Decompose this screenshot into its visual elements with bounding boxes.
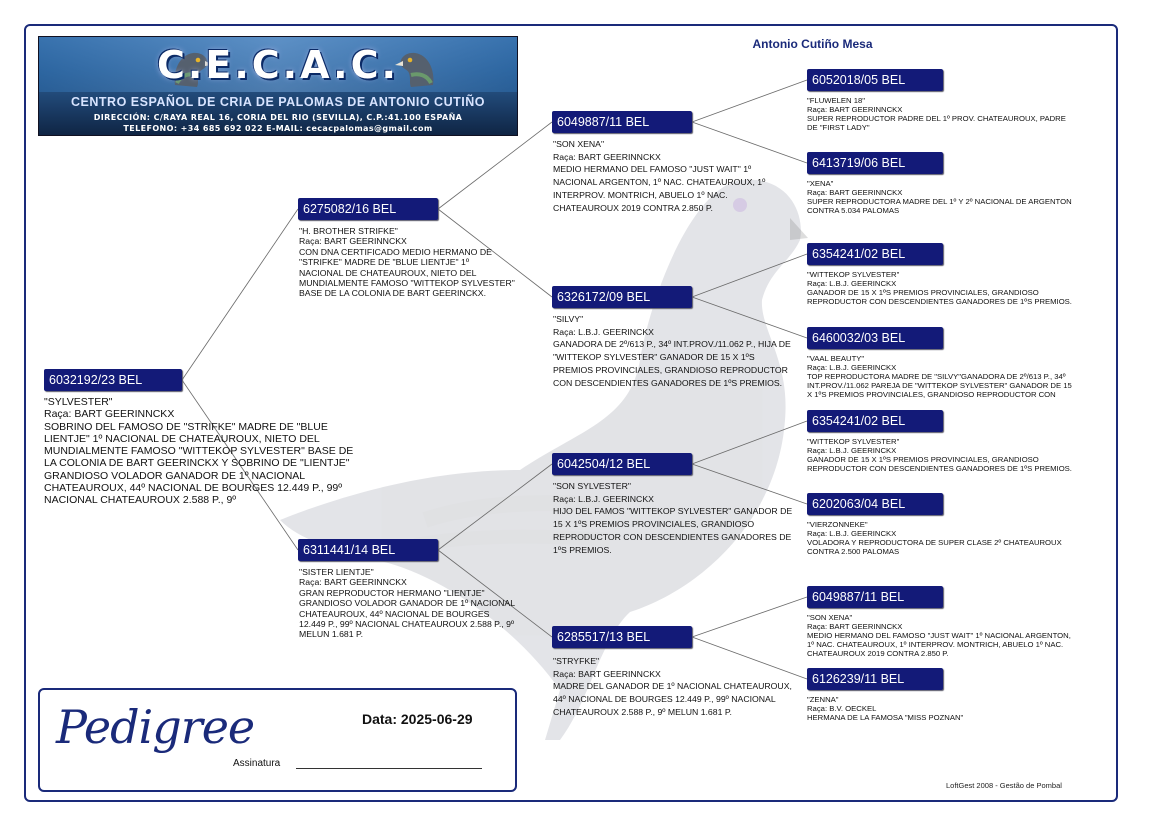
ancestor-fff-description: "FLUWELEN 18" Raça: BART GEERINNCKX SUPER REPRODUCTOR PADRE DEL 1º PROV. CHATEAUROUX, PADRE DE "FIRST LADY"	[807, 96, 1066, 132]
ancestor-mmm-description: "ZENNA" Raça: B.V. OECKEL HERMANA DE LA FAMOSA "MISS POZNAN"	[807, 695, 964, 722]
subject-ring[interactable]: 6032192/23 BEL	[44, 369, 182, 391]
logo-phone: TELEFONO: +34 685 692 022 E-MAIL: cecacpalomas@gmail.com	[123, 124, 433, 133]
ancestor-mmf-description: "SON XENA" Raça: BART GEERINNCKX MEDIO HERMANO DEL FAMOSO "JUST WAIT" 1º NACIONAL ARGENTON, 1º NAC. CHATEAUROUX, 1º INTERPROV. MONTRICH, ABUELO 1º NAC. CHATEAUROUX 2019 CONTRA 2.850 P.	[807, 613, 1071, 658]
owner-name: Antonio Cutiño Mesa	[752, 37, 873, 51]
ancestor-fmf-description: "WITTEKOP SYLVESTER" Raça: L.B.J. GEERINCKX GANADOR DE 15 X 1ºS PREMIOS PROVINCIALES, GRANDIOSO REPRODUCTOR CON DESCENDIENTES GANADORES DE 1ºS PREMIOS.	[807, 270, 1072, 306]
logo-subtitle: CENTRO ESPAÑOL DE CRIA DE PALOMAS DE ANTONIO CUTIÑO	[71, 95, 485, 109]
maternal-grandfather-description: "SON SYLVESTER" Raça: L.B.J. GEERINCKX HIJO DEL FAMOS "WITTEKOP SYLVESTER" GANADOR DE 15 X 1ºS PREMIOS PROVINCIALES, GRANDIOSO REPRODUCTOR CON DESCENDIENTES GANADORES DE 1ºS PREMIOS.	[553, 481, 793, 555]
ancestor-mfm-description: "VIERZONNEKE" Raça: L.B.J. GEERINCKX VOLADORA Y REPRODUCTORA DE SUPER CLASE 2º CHATEAUROUX CONTRA 2.500 PALOMAS	[807, 520, 1062, 556]
paternal-grandfather-ring[interactable]: 6049887/11 BEL	[552, 111, 692, 133]
maternal-grandmother-ring[interactable]: 6285517/13 BEL	[552, 626, 692, 648]
signature-label: Assinatura	[233, 758, 281, 769]
pedigree-date: Data: 2025-06-29	[362, 711, 473, 727]
pedigree-script-label: Pedigree	[56, 700, 255, 754]
maternal-grandfather-ring[interactable]: 6042504/12 BEL	[552, 453, 692, 475]
signature-line[interactable]	[296, 768, 482, 769]
software-credit: LoftGest 2008 - Gestão de Pombal	[946, 781, 1062, 790]
ancestor-fff-ring[interactable]: 6052018/05 BEL	[807, 69, 943, 91]
logo-address: DIRECCIÓN: C/RAYA REAL 16, CORIA DEL RIO (SEVILLA), C.P.:41.100 ESPAÑA	[93, 113, 463, 122]
paternal-grandmother-ring[interactable]: 6326172/09 BEL	[552, 286, 692, 308]
maternal-grandmother-description: "STRYFKE" Raça: BART GEERINNCKX MADRE DEL GANADOR DE 1º NACIONAL CHATEAUROUX, 44º NACIONAL DE BOURGES 12.449 P., 99º NACIONAL CHATEAUROUX 2.588 P., 9º MELUN 1.681 P.	[553, 656, 792, 717]
ancestor-mfm-ring[interactable]: 6202063/04 BEL	[807, 493, 943, 515]
logo-title: C.E.C.A.C.	[157, 43, 399, 87]
ancestor-mmm-ring[interactable]: 6126239/11 BEL	[807, 668, 943, 690]
ancestor-ffm-ring[interactable]: 6413719/06 BEL	[807, 152, 943, 174]
ancestor-mff-description: "WITTEKOP SYLVESTER" Raça: L.B.J. GEERINCKX GANADOR DE 15 X 1ºS PREMIOS PROVINCIALES, GRANDIOSO REPRODUCTOR CON DESCENDIENTES GANADORES DE 1ºS PREMIOS.	[807, 437, 1072, 473]
paternal-grandfather-description: "SON XENA" Raça: BART GEERINNCKX MEDIO HERMANO DEL FAMOSO "JUST WAIT" 1º NACIONAL ARGENTON, 1º NAC. CHATEAUROUX, 1º INTERPROV. MONTRICH, ABUELO 1º NAC. CHATEAUROUX 2019 CONTRA 2.850 P.	[553, 139, 766, 213]
ancestor-fmm-ring[interactable]: 6460032/03 BEL	[807, 327, 943, 349]
ancestor-ffm-description: "XENA" Raça: BART GEERINNCKX SUPER REPRODUCTORA MADRE DEL 1º Y 2º NACIONAL DE ARGENTON CONTRA 5.034 PALOMAS	[807, 179, 1072, 215]
paternal-grandmother-description: "SILVY" Raça: L.B.J. GEERINCKX GANADORA DE 2º/613 P., 34º INT.PROV./11.062 P., HIJA DE "WITTEKOP SYLVESTER" GANADOR DE 15 X 1ºS PREMIOS PROVINCIALES, GRANDIOSO REPRODUCTOR CON DESCENDIENTES GANADORES DE 1ºS PREMIOS.	[553, 314, 791, 388]
ancestor-fmf-ring[interactable]: 6354241/02 BEL	[807, 243, 943, 265]
ancestor-fmm-description: "VAAL BEAUTY" Raça: L.B.J. GEERINCKX TOP REPRODUCTORA MADRE DE "SILVY"GANADORA DE 2º/613 P., 34º INT.PROV./11.062 PAREJA DE "WITTEKOP SYLVESTER" GANADOR DE 15 X 1ºS PREMIOS PROVINCIALES, GRANDIOSO REPRODUCTOR CON	[807, 354, 1072, 399]
mother-ring[interactable]: 6311441/14 BEL	[298, 539, 438, 561]
cecac-banner-logo	[38, 36, 518, 136]
ancestor-mmf-ring[interactable]: 6049887/11 BEL	[807, 586, 943, 608]
father-ring[interactable]: 6275082/16 BEL	[298, 198, 438, 220]
mother-description: "SISTER LIENTJE" Raça: BART GEERINNCKX GRAN REPRODUCTOR HERMANO "LIENTJE" GRANDIOSO VOLADOR GANADOR DE 1º NACIONAL CHATEAUROUX, 44º NACIONAL DE BOURGES 12.449 P., 99º NACIONAL CHATEAUROUX 2.588 P., 9º MELUN 1.681 P.	[299, 567, 515, 640]
father-description: "H. BROTHER STRIFKE" Raça: BART GEERINNCKX CON DNA CERTIFICADO MEDIO HERMANO DE "STRIFKE" MADRE DE "BLUE LIENTJE" 1º NACIONAL DE CHATEAUROUX, NIETO DEL MUNDIALMENTE FAMOSO "WITTEKOP SYLVESTER" BASE DE LA COLONIA DE BART GEERINCKX.	[299, 226, 515, 299]
ancestor-mff-ring[interactable]: 6354241/02 BEL	[807, 410, 943, 432]
subject-description: "SYLVESTER" Raça: BART GEERINNCKX SOBRINO DEL FAMOSO DE "STRIFKE" MADRE DE "BLUE LIENTJE" 1º NACIONAL DE CHATEAUROUX, NIETO DEL MUNDIALMENTE FAMOSO "WITTEKOP SYLVESTER" BASE DE LA COLONIA DE BART GEERINCKX Y SOBRINO DE "LIENTJE" GRANDIOSO VOLADOR GANADOR DE 1º NACIONAL CHATEAUROUX, 44º NACIONAL DE BOURGES 12.449 P., 99º NACIONAL CHATEAUROUX 2.588 P., 9º	[44, 396, 354, 507]
